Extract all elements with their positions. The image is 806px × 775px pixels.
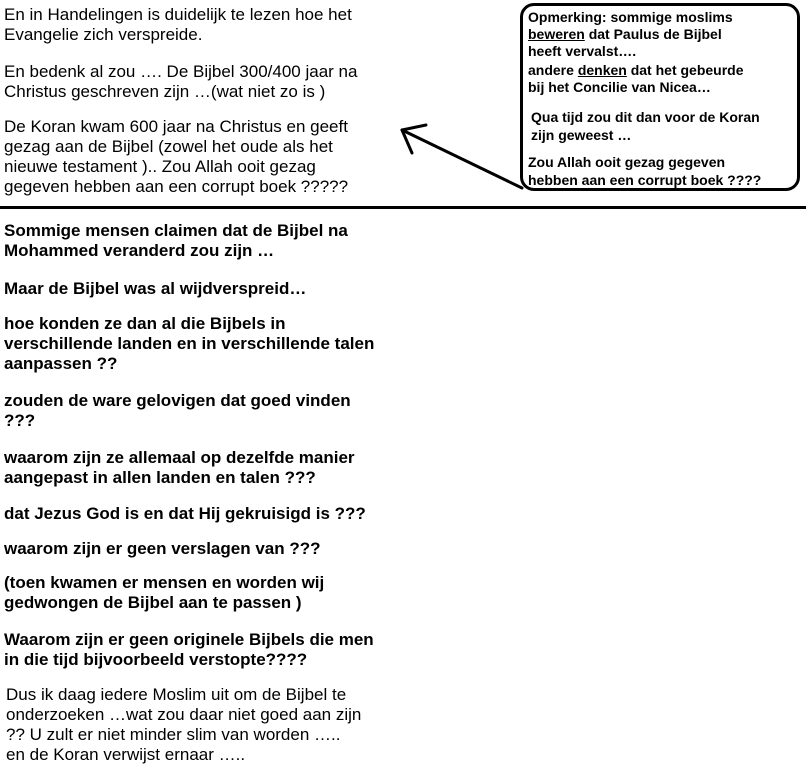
closing-challenge-paragraph: Dus ik daag iedere Moslim uit om de Bijbel te onderzoeken …wat zou daar niet goed aan zijn ?? U zult er niet minder slim van worden ….. en de Koran verwijst ernaar ….. [6,685,362,764]
remark-line: hebben aan een corrupt boek ???? [528,172,762,188]
remark-underlined-word: denken [577,62,627,78]
remark-line: Qua tijd zou dit dan voor de Koran [531,109,760,125]
remark-line-rest: dat het gebeurde [626,62,744,78]
question-paragraph: zouden de ware gelovigen dat goed vinden ??? [4,391,351,430]
question-paragraph: waarom zijn ze allemaal op dezelfde manier aangepast in allen landen en talen ??? [4,448,355,487]
remark-callout-box [520,3,800,191]
remark-line: Opmerking: sommige moslims [528,9,733,25]
remark-line-prefix: andere [528,62,578,78]
intro-paragraph-koran-gezag: De Koran kwam 600 jaar na Christus en geeft gezag aan de Bijbel (zowel het oude als het nieuwe testament ).. Zou Allah ooit gezag gegeven hebben aan een corrupt boek ????? [4,117,349,196]
question-paragraph: dat Jezus God is en dat Hij gekruisigd is ??? [4,504,366,523]
remark-line [528,62,744,79]
question-paragraph: waarom zijn er geen verslagen van ??? [4,539,321,558]
question-paragraph: Maar de Bijbel was al wijdverspreid… [4,279,307,298]
question-paragraph: Waarom zijn er geen originele Bijbels die men in die tijd bijvoorbeeld verstopte???? [4,630,374,669]
remark-line: heeft vervalst…. [528,43,637,59]
remark-line: Zou Allah ooit gezag gegeven [528,154,726,170]
remark-line-rest: dat Paulus de Bijbel [584,26,722,42]
question-paragraph: hoe konden ze dan al die Bijbels in verschillende landen en in verschillende talen aanpassen ?? [4,314,375,373]
remark-line [528,26,722,43]
remark-line: bij het Concilie van Nicea… [528,79,711,95]
question-paragraph: Sommige mensen claimen dat de Bijbel na Mohammed veranderd zou zijn … [4,221,348,260]
question-paragraph: (toen kwamen er mensen en worden wij gedwongen de Bijbel aan te passen ) [4,573,325,612]
remark-underlined-word: beweren [528,26,585,42]
intro-paragraph-handelingen: En in Handelingen is duidelijk te lezen hoe het Evangelie zich verspreide. [4,5,352,44]
remark-line: zijn geweest … [531,127,632,143]
section-divider [0,206,806,209]
intro-paragraph-bijbel-datering: En bedenk al zou …. De Bijbel 300/400 jaar na Christus geschreven zijn …(wat niet zo is ) [4,62,358,101]
